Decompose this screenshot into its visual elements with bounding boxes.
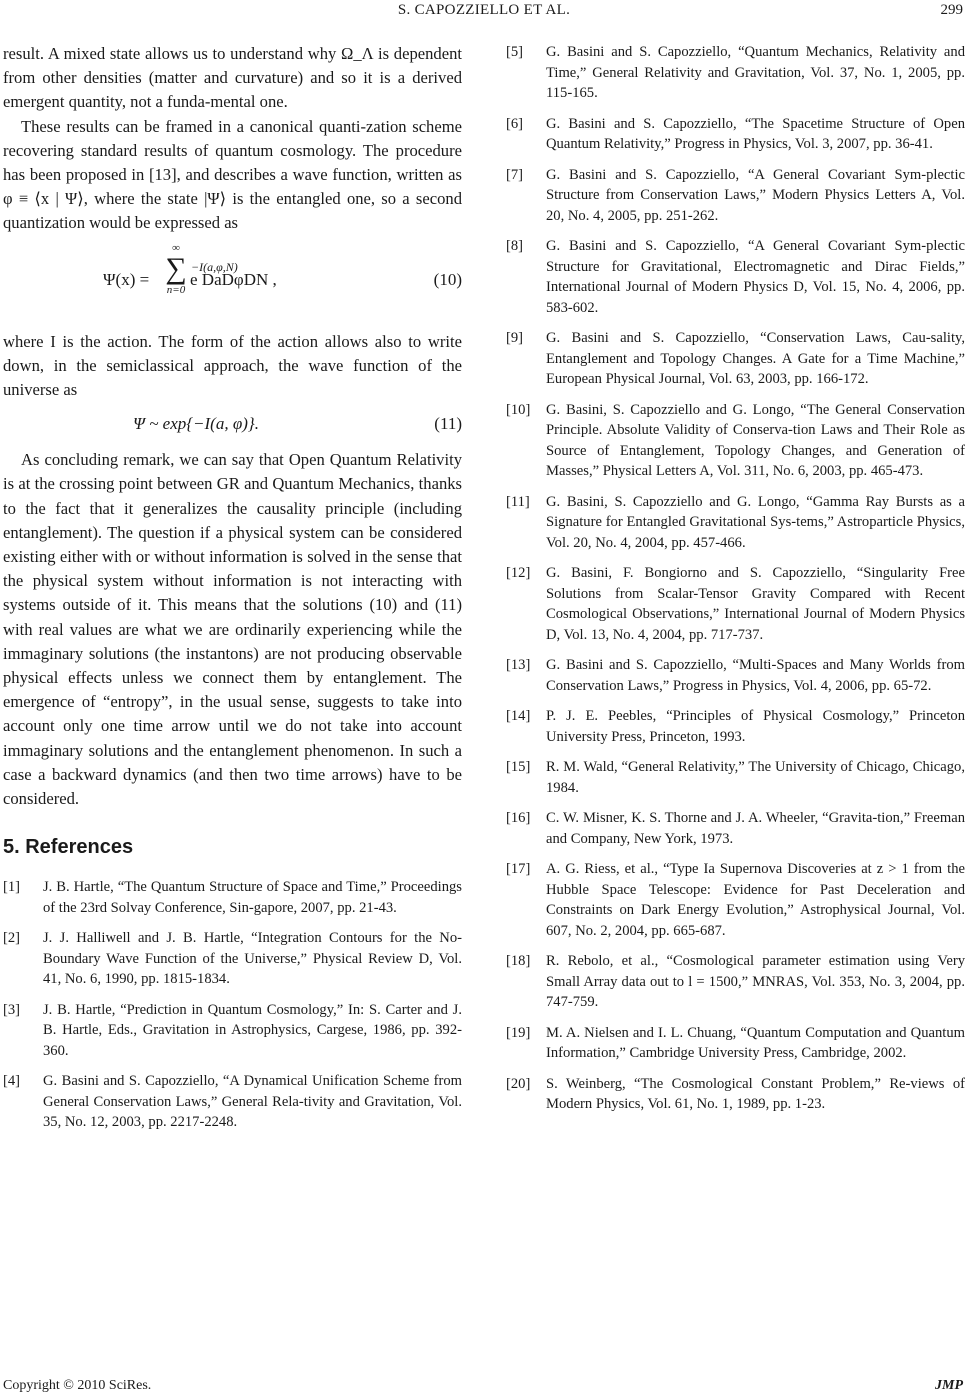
reference-number: [4] — [3, 1073, 21, 1090]
reference-item — [506, 42, 965, 104]
reference-number: [5] — [506, 44, 524, 60]
reference-number: [9] — [506, 330, 524, 346]
reference-text: C. W. Misner, K. S. Thorne and J. A. Wheeler, “Gravita-tion,” Freeman and Company, New York, 1973. — [546, 810, 965, 847]
reference-text: G. Basini, S. Capozziello and G. Longo, “Gamma Ray Bursts as a Signature for Entangled Gravitational Sys-tems,” Astroparticle Physics, Vol. 20, No. 4, 2004, pp. 457-466. — [546, 493, 965, 551]
reference-text: J. B. Hartle, “The Quantum Structure of Space and Time,” Proceedings of the 23rd Solvay Conference, Sin-gapore, 2007, pp. 21-43. — [43, 879, 462, 916]
reference-item — [3, 1000, 462, 1062]
reference-item — [506, 859, 965, 941]
equation-10-body: e DaDφDN , — [190, 269, 277, 289]
reference-item — [506, 492, 965, 554]
reference-number: [12] — [506, 565, 531, 581]
paragraph-4: As concluding remark, we can say that Open Quantum Relativity is at the crossing point between GR and Quantum Mechanics, thanks to the fact that it generalizes the causality principle (including entanglement). The question if a physical system can be considered existing either with or without information is solved in the sense that the physical system without information is not interacting with systems outside of it. This means that the solutions (10) and (11) with real values are what we are ordinarily experiencing while the immaginary solutions (the instantons) are not producing observable physical effects unless we connect them by entanglement. The emergence of “entropy”, in the usual sense, suggests to take into account only one time arrow until we do not take into account immaginary solutions and the entanglement phenomenon. In such a case a backward dynamics (and then two time arrows) have to be considered. — [3, 450, 462, 809]
reference-number: [1] — [3, 879, 21, 896]
reference-number: [6] — [506, 115, 524, 132]
equation-11-number: (11) — [434, 414, 462, 434]
reference-number: [2] — [3, 930, 21, 947]
references-list-left — [3, 877, 462, 1133]
reference-number: [8] — [506, 238, 524, 254]
paragraph-1: result. A mixed state allows us to understand why Ω_Λ is dependent from other densities (matter and curvature) and so it is a derived emergent quantity, not a funda-mental one. — [3, 44, 462, 112]
references-list-right — [506, 42, 965, 1125]
reference-text: G. Basini and S. Capozziello, “A General Covariant Sym-plectic Structure for Gravitational, Electromagnetic and Dirac Fields,” International Journal of Modern Physics D, Vol. 15, No. 4, 2006, pp. 583-602. — [546, 238, 965, 316]
reference-text: G. Basini and S. Capozziello, “Conservation Laws, Cau-sality, Entanglement and Topology Changes. A Gate for a Time Machine,” European Physical Journal, Vol. 63, 2003, pp. 166-172. — [546, 330, 965, 387]
reference-text: G. Basini and S. Capozziello, “A General Covariant Sym-plectic Structure from Conservation Laws,” Modern Physics Letters A, Vol. 20, No. 4, 2005, pp. 251-262. — [546, 166, 965, 224]
reference-number: [19] — [506, 1024, 531, 1041]
copyright-notice: Copyright © 2010 SciRes. — [3, 1378, 152, 1393]
equation-10-exponent: −I(a,φ,N) — [191, 259, 238, 274]
reference-number: [17] — [506, 861, 531, 877]
reference-text: R. M. Wald, “General Relativity,” The University of Chicago, Chicago, 1984. — [546, 759, 965, 796]
summation-symbol — [158, 242, 194, 296]
reference-text: S. Weinberg, “The Cosmological Constant Problem,” Re-views of Modern Physics, Vol. 61, No. 1, 1989, pp. 1-23. — [546, 1075, 965, 1112]
reference-text: J. B. Hartle, “Prediction in Quantum Cosmology,” In: S. Carter and J. B. Hartle, Eds., Gravitation in Astrophysics, Cargese, 1986, pp. 392-360. — [43, 1001, 462, 1059]
reference-item — [506, 655, 965, 696]
reference-number: [3] — [3, 1001, 21, 1018]
reference-item — [506, 808, 965, 849]
equation-10 — [3, 242, 462, 320]
reference-text: G. Basini, F. Bongiorno and S. Capozziello, “Singularity Free Solutions from Scalar-Tensor Gravity Compared with Recent Cosmological Observations,” International Journal of Modern Physics D, Vol. 13, No. 4, 2004, pp. 717-737. — [546, 565, 965, 643]
reference-number: [10] — [506, 401, 531, 418]
equation-10-number: (10) — [433, 269, 462, 289]
reference-number: [14] — [506, 708, 531, 724]
left-column — [3, 42, 462, 1143]
reference-item — [506, 1074, 965, 1115]
reference-item — [506, 114, 965, 155]
reference-number: [16] — [506, 810, 531, 826]
reference-item — [506, 757, 965, 798]
sigma-glyph: ∑ — [165, 251, 187, 285]
page-header — [0, 0, 968, 24]
reference-number: [11] — [506, 493, 530, 510]
reference-text: G. Basini and S. Capozziello, “Quantum Mechanics, Relativity and Time,” General Relativity and Gravitation, Vol. 37, No. 1, 2005, pp. 115-165. — [546, 44, 965, 101]
reference-text: G. Basini and S. Capozziello, “Multi-Spaces and Many Worlds from Conservation Laws,” Progress in Physics, Vol. 4, 2006, pp. 65-72. — [546, 657, 965, 694]
reference-number: [7] — [506, 166, 524, 183]
reference-text: J. J. Halliwell and J. B. Hartle, “Integration Contours for the No-Boundary Wave Function of the Universe,” Physical Review D, Vol. 41, No. 6, 1990, pp. 1815-1834. — [43, 930, 462, 988]
equation-11-formula: Ψ ~ exp{−I(a, φ)}. — [133, 414, 259, 434]
reference-number: [18] — [506, 953, 531, 969]
reference-item — [506, 236, 965, 318]
equation-11 — [3, 408, 462, 438]
references-heading: 5. References — [3, 836, 134, 859]
reference-item — [506, 951, 965, 1013]
summation-upper-limit: ∞ — [172, 241, 180, 254]
journal-abbreviation: JMP — [935, 1378, 963, 1393]
reference-item — [506, 165, 965, 227]
reference-number: [15] — [506, 759, 531, 775]
running-title: S. CAPOZZIELLO ET AL. — [397, 2, 571, 18]
reference-item — [506, 328, 965, 390]
reference-item — [506, 563, 965, 645]
reference-number: [20] — [506, 1075, 531, 1092]
reference-text: A. G. Riess, et al., “Type Ia Supernova Discoveries at z > 1 from the Hubble Space Telescope: Evidence for Past Deceleration and Constraints on Dark Energy Evolution,” Astrophysical Journal, Vol. 607, No. 2, 2004, pp. 665-687. — [546, 861, 965, 939]
reference-item — [3, 1071, 462, 1133]
reference-text: M. A. Nielsen and I. L. Chuang, “Quantum Computation and Quantum Information,” Cambridge University Press, Cambridge, 2002. — [546, 1024, 965, 1061]
reference-text: P. J. E. Peebles, “Principles of Physical Cosmology,” Princeton University Press, Princeton, 1993. — [546, 708, 965, 745]
reference-item — [506, 706, 965, 747]
reference-text: G. Basini and S. Capozziello, “The Spacetime Structure of Open Quantum Relativity,” Progress in Physics, Vol. 3, 2007, pp. 36-41. — [546, 115, 965, 152]
paragraph-3: where I is the action. The form of the action allows also to write down, in the semiclassical approach, the wave function of the universe as — [3, 331, 462, 400]
equation-10-lhs: Ψ(x) = — [103, 269, 150, 289]
reference-text: G. Basini, S. Capozziello and G. Longo, “The General Conservation Principle. Absolute Validity of Conserva-tion Laws and Their Role as Source of Entanglement, Topology Changes, and Generation of Masses,” Physical Letters A, Vol. 311, No. 6, 2003, pp. 465-473. — [546, 401, 965, 479]
paragraph-2: These results can be framed in a canonical quanti-zation scheme recovering standard results of quantum cosmology. The procedure has been proposed in [13], and describes a wave function, written as φ ≡ ⟨x | Ψ⟩, where the state |Ψ⟩ is the entangled one, so a second quantization would be expressed as — [3, 116, 462, 233]
reference-item — [506, 400, 965, 482]
reference-item — [3, 928, 462, 990]
reference-item — [3, 877, 462, 918]
reference-number: [13] — [506, 657, 531, 673]
reference-text: G. Basini and S. Capozziello, “A Dynamical Unification Scheme from General Conservation Laws,” General Rela-tivity and Gravitation, Vol. 35, No. 12, 2003, pp. 2217-2248. — [43, 1073, 462, 1131]
summation-lower-limit: n=0 — [166, 283, 186, 296]
reference-text: R. Rebolo, et al., “Cosmological parameter estimation using Very Small Array data out to l = 1500,” MNRAS, Vol. 353, No. 3, 2004, pp. 747-759. — [546, 953, 965, 1010]
reference-item — [506, 1023, 965, 1064]
page-number: 299 — [940, 2, 963, 18]
